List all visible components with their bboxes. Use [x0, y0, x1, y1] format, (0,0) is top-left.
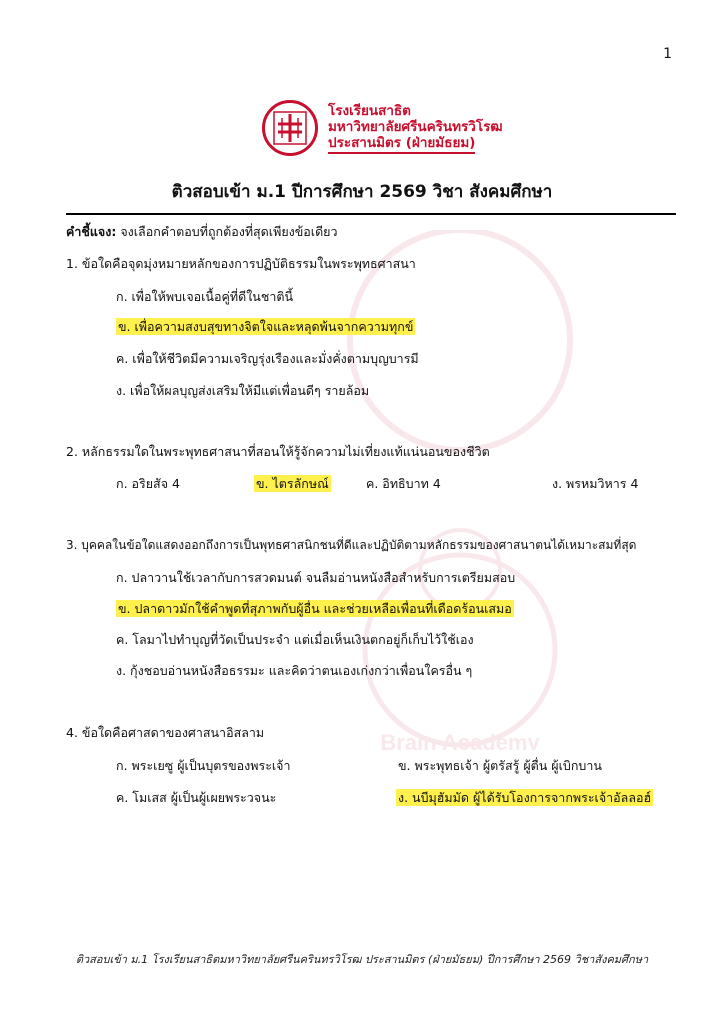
q4-option-c[interactable]: ค. โมเสส ผู้เป็นผู้เผยพระวจนะ: [116, 790, 277, 805]
q3-option-d[interactable]: ง. กุ้งชอบอ่านหนังสือธรรมะ และคิดว่าตนเองเก่งกว่าเพื่อนใครอื่น ๆ: [116, 663, 473, 678]
page-number: 1: [663, 46, 672, 62]
page-title: ติวสอบเข้า ม.1 ปีการศึกษา 2569 วิชา สังคมศึกษา: [171, 182, 553, 202]
q2-option-d[interactable]: ง. พรหมวิหาร 4: [552, 476, 639, 491]
school-name-line1: โรงเรียนสาธิต: [328, 102, 411, 119]
school-emblem-icon: [262, 100, 318, 156]
school-name-line3: ประสานมิตร (ฝ่ายมัธยม): [328, 135, 475, 154]
instruction-label: คำชี้แจง:: [66, 224, 117, 239]
school-logo: [262, 100, 503, 156]
q2-option-b-answer[interactable]: ข. ไตรลักษณ์: [256, 476, 329, 491]
question-2: 2. หลักธรรมใดในพระพุทธศาสนาที่สอนให้รู้จักความไม่เที่ยงแท้แน่นอนของชีวิต: [66, 444, 490, 459]
title-divider: [66, 213, 676, 215]
q4-option-d-answer[interactable]: ง. นบีมุฮัมมัด ผู้ได้รับโองการจากพระเจ้าอัลลอฮ์: [398, 790, 652, 805]
q1-option-b-answer[interactable]: ข. เพื่อความสงบสุขทางจิตใจและหลุดพ้นจากความทุกข์: [118, 319, 414, 334]
q3-option-c[interactable]: ค. โลมาไปทำบุญที่วัดเป็นประจำ แต่เมื่อเห็นเงินตกอยู่ก็เก็บไว้ใช้เอง: [116, 632, 474, 647]
page-footer: ติวสอบเข้า ม.1 โรงเรียนสาธิตมหาวิทยาลัยศรีนครินทรวิโรฒ ประสานมิตร (ฝ่ายมัธยม) ปีการศึกษา 2569 วิชาสังคมศึกษา: [75, 953, 649, 966]
q1-option-c[interactable]: ค. เพื่อให้ชีวิตมีความเจริญรุ่งเรืองและมั่งคั่งตามบุญบารมี: [116, 351, 419, 366]
q1-option-d[interactable]: ง. เพื่อให้ผลบุญส่งเสริมให้มีแต่เพื่อนดีๆ รายล้อม: [116, 383, 370, 398]
school-name: [328, 103, 503, 154]
q1-option-a[interactable]: ก. เพื่อให้พบเจอเนื้อคู่ที่ดีในชาตินี้: [116, 289, 294, 304]
question-4: 4. ข้อใดคือศาสดาของศาสนาอิสลาม: [66, 725, 265, 740]
question-3: 3. บุคคลในข้อใดแสดงออกถึงการเป็นพุทธศาสนิกชนที่ดีและปฏิบัติตามหลักธรรมของศาสนาตนได้เหมาะสมที่สุด: [66, 538, 637, 552]
q4-option-a[interactable]: ก. พระเยซู ผู้เป็นบุตรของพระเจ้า: [116, 758, 291, 773]
q2-option-c[interactable]: ค. อิทธิบาท 4: [366, 476, 441, 491]
school-name-line2: มหาวิทยาลัยศรีนครินทรวิโรฒ: [328, 118, 503, 135]
watermark-text: Brain Academy: [380, 730, 540, 750]
question-1: 1. ข้อใดคือจุดมุ่งหมายหลักของการปฏิบัติธรรมในพระพุทธศาสนา: [66, 256, 416, 271]
instruction-text: จงเลือกคำตอบที่ถูกต้องที่สุดเพียงข้อเดียว: [116, 224, 338, 239]
q4-option-b[interactable]: ข. พระพุทธเจ้า ผู้ตรัสรู้ ผู้ตื่น ผู้เบิกบาน: [398, 758, 602, 773]
instruction: [66, 222, 338, 242]
q3-option-a[interactable]: ก. ปลาวานใช้เวลากับการสวดมนต์ จนลืมอ่านหนังสือสำหรับการเตรียมสอบ: [116, 570, 516, 585]
q2-option-a[interactable]: ก. อริยสัจ 4: [116, 476, 180, 491]
q3-option-b-answer[interactable]: ข. ปลาดาวมักใช้คำพูดที่สุภาพกับผู้อื่น และช่วยเหลือเพื่อนที่เดือดร้อนเสมอ: [118, 601, 512, 616]
